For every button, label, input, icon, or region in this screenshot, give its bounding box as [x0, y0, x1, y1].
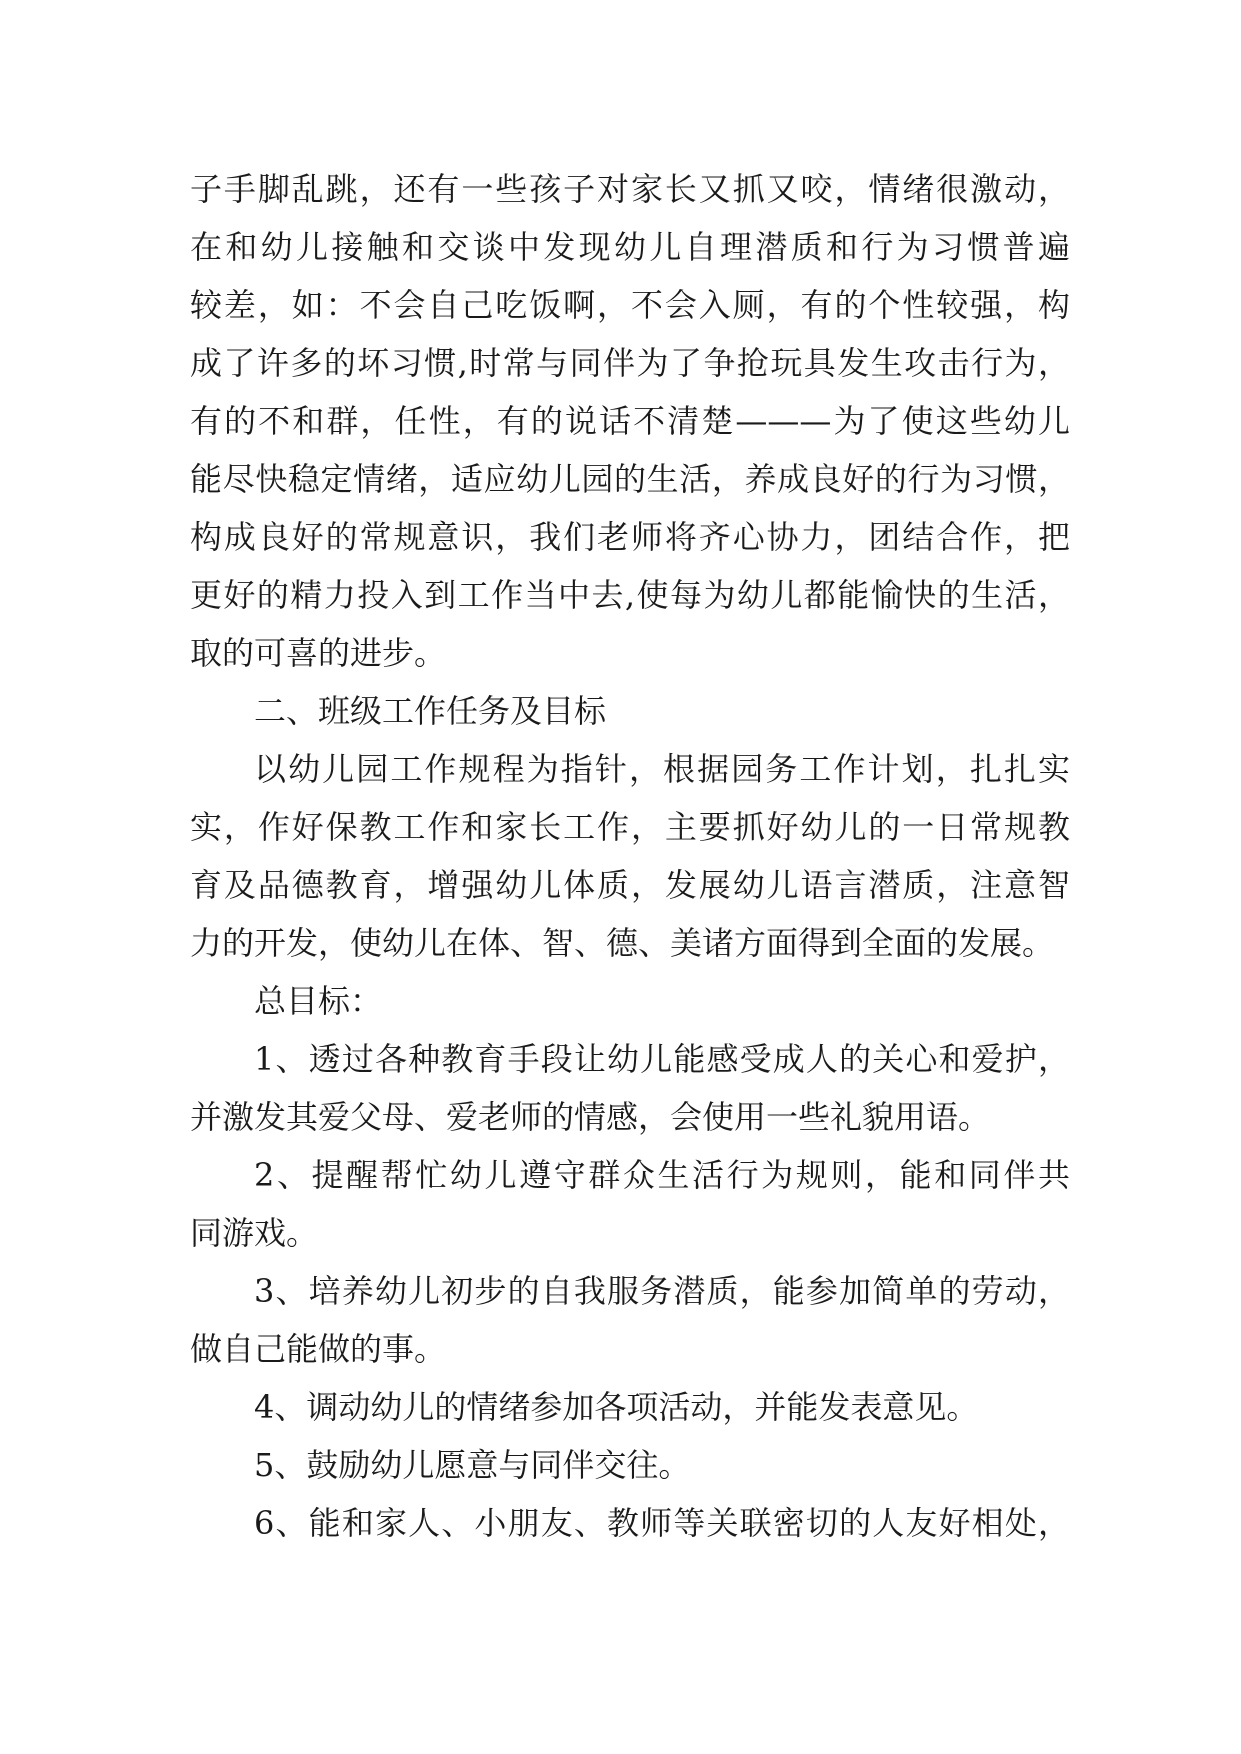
text-line: 以幼儿园工作规程为指针，根据园务工作计划，扎扎实 — [254, 750, 1070, 788]
text-line: 同游戏。 — [190, 1214, 319, 1252]
text-line: 子手脚乱跳，还有一些孩子对家长又抓又咬，情绪很激动， — [190, 170, 1070, 208]
text-line: 1、透过各种教育手段让幼儿能感受成人的关心和爱护， — [254, 1040, 1070, 1078]
text-line: 能尽快稳定情绪，适应幼儿园的生活，养成良好的行为习惯， — [190, 460, 1070, 498]
text-line: 在和幼儿接触和交谈中发现幼儿自理潜质和行为习惯普遍 — [190, 228, 1070, 266]
text-line: 有的不和群，任性，有的说话不清楚———为了使这些幼儿 — [190, 402, 1070, 440]
text-line: 成了许多的坏习惯,时常与同伴为了争抢玩具发生攻击行为， — [190, 344, 1070, 382]
text-line: 3、培养幼儿初步的自我服务潜质，能参加简单的劳动， — [254, 1272, 1070, 1310]
text-line: 实，作好保教工作和家长工作，主要抓好幼儿的一日常规教 — [190, 808, 1070, 846]
text-line: 二、班级工作任务及目标 — [254, 692, 607, 730]
text-line: 6、能和家人、小朋友、教师等关联密切的人友好相处， — [254, 1504, 1070, 1542]
text-line: 2、提醒帮忙幼儿遵守群众生活行为规则，能和同伴共 — [254, 1156, 1070, 1194]
text-line: 力的开发，使幼儿在体、智、德、美诸方面得到全面的发展。 — [190, 924, 1055, 962]
text-line: 构成良好的常规意识，我们老师将齐心协力，团结合作，把 — [190, 518, 1070, 556]
text-line: 并激发其爱父母、爱老师的情感，会使用一些礼貌用语。 — [190, 1098, 991, 1136]
body-text — [190, 160, 1070, 1552]
text-line: 4、调动幼儿的情绪参加各项活动，并能发表意见。 — [254, 1388, 979, 1426]
text-line: 更好的精力投入到工作当中去,使每为幼儿都能愉快的生活， — [190, 576, 1070, 614]
text-line: 做自己能做的事。 — [190, 1330, 447, 1368]
text-line: 总目标： — [254, 982, 383, 1020]
text-line: 育及品德教育，增强幼儿体质，发展幼儿语言潜质，注意智 — [190, 866, 1070, 904]
text-line: 5、鼓励幼儿愿意与同伴交往。 — [254, 1446, 691, 1484]
text-line: 取的可喜的进步。 — [190, 634, 447, 672]
text-line: 较差，如：不会自己吃饭啊，不会入厕，有的个性较强，构 — [190, 286, 1070, 324]
